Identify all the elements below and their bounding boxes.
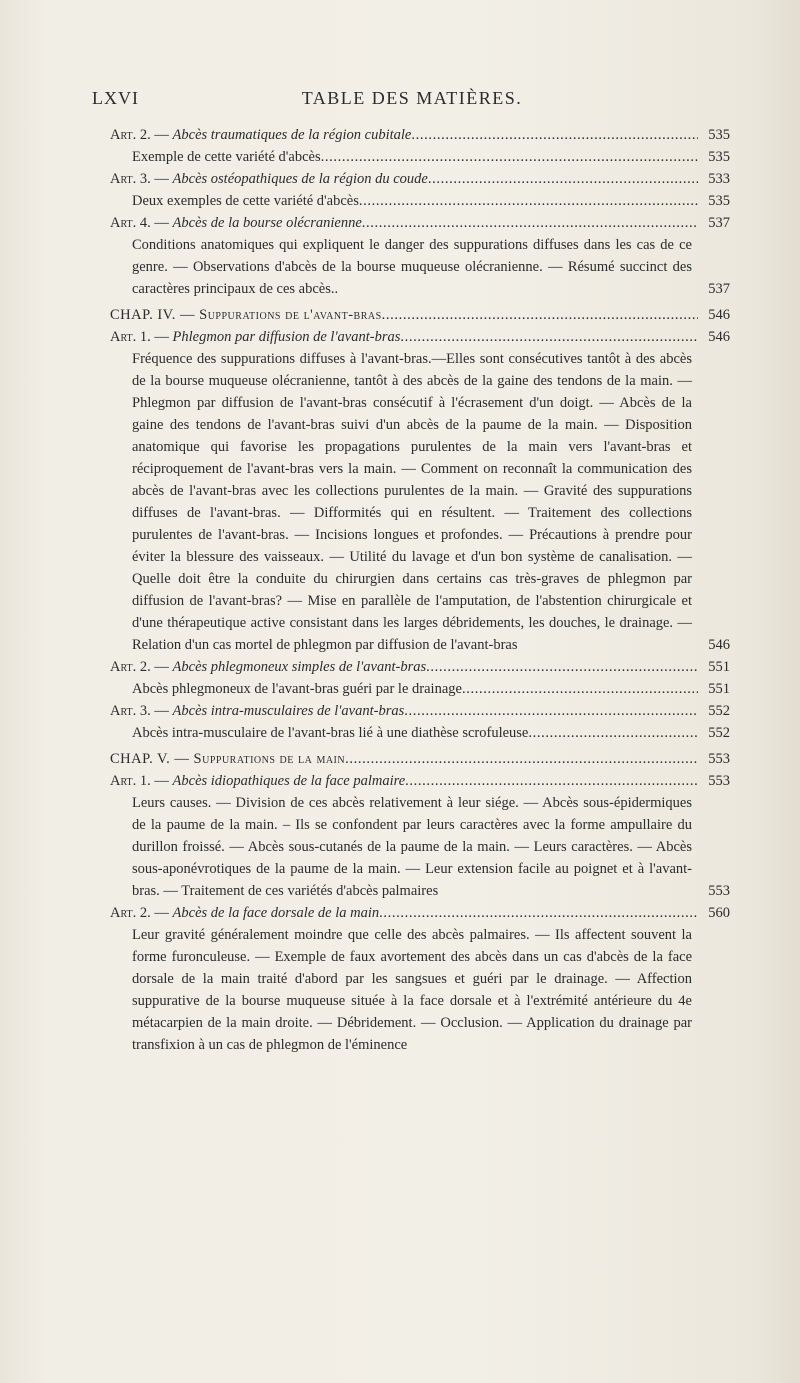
article-entry — [110, 124, 730, 146]
article-entry — [110, 326, 730, 348]
sub-entry — [110, 190, 730, 212]
entry-label: Art. 2. — Abcès traumatiques de la région cubitale — [110, 127, 412, 143]
running-title: TABLE DES MATIÈRES. — [301, 88, 523, 108]
entry-number: Art. 2. — [110, 127, 151, 143]
entry-number: Art. 2. — [110, 905, 151, 921]
leader-dots — [379, 902, 698, 924]
summary-entry — [110, 792, 730, 902]
entry-title: Phlegmon par diffusion de l'avant-bras — [172, 329, 401, 345]
page-number: 535 — [708, 149, 730, 165]
sub-entry-text: Exemple de cette variété d'abcès — [132, 149, 321, 165]
entry-label: Art. 1. — Phlegmon par diffusion de l'avant-bras — [110, 329, 401, 345]
page-number: 537 — [708, 281, 730, 297]
article-entry — [110, 770, 730, 792]
page-number: 553 — [708, 773, 730, 789]
article-entry — [110, 700, 730, 722]
article-entry — [110, 168, 730, 190]
entry-title: Abcès intra-musculaires de l'avant-bras — [172, 703, 405, 719]
entry-title: Abcès ostéopathiques de la région du coude — [172, 171, 428, 187]
entry-label: Art. 3. — Abcès ostéopathiques de la région du coude — [110, 171, 428, 187]
page-number: 535 — [708, 127, 730, 143]
summary-text: Leurs causes. — Division de ces abcès relativement à leur siége. — Abcès sous-épidermiques de la paume de la main. – Ils se confondent par leurs caractères avec la forme ampullaire du durillon froissé. — Abcès sous-cutanés de la paume de la main. — Leurs caractères. — Abcès sous-aponévrotiques de la paume de la main. — Leur extension facile au poignet et à l'avant-bras. — Traitement de ces variétés d'abcès palmaires — [132, 795, 692, 899]
entry-number: Art. 4. — [110, 215, 151, 231]
entry-title: Abcès traumatiques de la région cubitale — [172, 127, 412, 143]
table-of-contents — [110, 124, 730, 1056]
entry-title: Suppurations de l'avant-bras — [199, 307, 382, 323]
entry-number: Art. 3. — [110, 703, 151, 719]
article-entry — [110, 656, 730, 678]
entry-number: CHAP. IV. — [110, 307, 176, 323]
page-number: 546 — [708, 637, 730, 653]
entry-label: CHAP. IV. — Suppurations de l'avant-bras — [110, 307, 382, 323]
leader-dots — [405, 770, 698, 792]
sub-entry — [110, 722, 730, 744]
leader-dots — [382, 304, 698, 326]
page-number: 553 — [708, 883, 730, 899]
page-number: 552 — [708, 725, 730, 741]
page-number: 546 — [708, 329, 730, 345]
running-header — [92, 88, 732, 112]
page-number: 551 — [708, 659, 730, 675]
leader-dots — [400, 326, 698, 348]
sub-entry — [110, 678, 730, 700]
sub-entry-text: Abcès phlegmoneux de l'avant-bras guéri par le drainage — [132, 681, 462, 697]
leader-dots — [359, 190, 698, 212]
entry-label: Art. 4. — Abcès de la bourse olécranienne — [110, 215, 362, 231]
summary-entry — [110, 348, 730, 656]
entry-title: Abcès idiopathiques de la face palmaire — [172, 773, 406, 789]
entry-label: Art. 2. — Abcès phlegmoneux simples de l'avant-bras — [110, 659, 427, 675]
entry-label: Art. 3. — Abcès intra-musculaires de l'avant-bras — [110, 703, 405, 719]
leader-dots — [404, 700, 698, 722]
entry-title: Abcès de la face dorsale de la main — [172, 905, 380, 921]
entry-label: Art. 2. — Abcès de la face dorsale de la main — [110, 905, 380, 921]
chapter-entry — [110, 748, 730, 770]
entry-title: Suppurations de la main — [193, 751, 346, 767]
page-number: 533 — [708, 171, 730, 187]
sub-entry-text: Abcès intra-musculaire de l'avant-bras lié à une diathèse scrofuleuse — [132, 725, 529, 741]
summary-text: Fréquence des suppurations diffuses à l'avant-bras.—Elles sont consécutives tantôt à des abcès de la bourse muqueuse olécranienne, tantôt à des abcès de la gaine des tendons de la main. — Phlegmon par diffusion de l'avant-bras consécutif à l'écrasement d'un doigt. — Abcès de la gaine des tendons de l'avant-bras suivi d'un abcès de la paume de la main. — Disposition anatomique qui favorise les propagations purulentes de la main vers l'avant-bras et réciproquement de l'avant-bras vers la main. — Comment on reconnaît la communication des abcès de l'avant-bras avec les collections purulentes de la main. — Gravité des suppurations diffuses de l'avant-bras. — Difformités qui en résultent. — Traitement des collections purulentes de l'avant-bras. — Incisions longues et profondes. — Précautions à prendre pour éviter la blessure des vaisseaux. — Utilité du lavage et d'un bon système de canalisation. — Quelle doit être la conduite du chirurgien dans certains cas très-graves de phlegmon par diffusion de l'avant-bras? — Mise en parallèle de l'amputation, de l'abstention chirurgicale et d'une thérapeutique active consistant dans les larges débridements, les douches, le drainage. — Relation d'un cas mortel de phlegmon par diffusion de l'avant-bras — [132, 351, 692, 653]
article-entry — [110, 902, 730, 924]
summary-entry — [110, 234, 730, 300]
page-folio: LXVI — [92, 88, 139, 108]
entry-number: CHAP. V. — [110, 751, 171, 767]
leader-dots — [345, 748, 698, 770]
entry-title: Abcès phlegmoneux simples de l'avant-bras — [172, 659, 427, 675]
summary-text: Leur gravité généralement moindre que celle des abcès palmaires. — Ils affectent souvent la forme furonculeuse. — Exemple de faux avortement des abcès dans un cas d'abcès de la face dorsale de la main traité d'abord par les sangsues et guéri par le drainage. — Affection suppurative de la bourse muqueuse située à la face dorsale et à l'extrémité antérieure du 4e métacarpien de la main droite. — Débridement. — Occlusion. — Application du drainage par transfixion à un cas de phlegmon de l'éminence — [132, 927, 692, 1053]
article-entry — [110, 212, 730, 234]
page-number: 546 — [708, 307, 730, 323]
leader-dots — [462, 678, 698, 700]
entry-number: Art. 2. — [110, 659, 151, 675]
leader-dots — [362, 212, 698, 234]
summary-entry — [110, 924, 730, 1056]
leader-dots — [528, 722, 698, 744]
entry-number: Art. 3. — [110, 171, 151, 187]
page-number: 535 — [708, 193, 730, 209]
sub-entry — [110, 146, 730, 168]
page-number: 537 — [708, 215, 730, 231]
leader-dots — [411, 124, 698, 146]
entry-title: Abcès de la bourse olécranienne — [172, 215, 362, 231]
page-number: 551 — [708, 681, 730, 697]
leader-dots — [321, 146, 698, 168]
entry-label: CHAP. V. — Suppurations de la main — [110, 751, 346, 767]
page-number: 560 — [708, 905, 730, 921]
chapter-entry — [110, 304, 730, 326]
entry-number: Art. 1. — [110, 773, 151, 789]
page-number: 552 — [708, 703, 730, 719]
entry-label: Art. 1. — Abcès idiopathiques de la face palmaire — [110, 773, 406, 789]
entry-number: Art. 1. — [110, 329, 151, 345]
summary-text: Conditions anatomiques qui expliquent le danger des suppurations diffuses dans les cas de ce genre. — Observations d'abcès de la bourse muqueuse olécranienne. — Résumé succinct des caractères principaux de ces abcès.. — [132, 237, 692, 297]
sub-entry-text: Deux exemples de cette variété d'abcès — [132, 193, 359, 209]
leader-dots — [426, 656, 698, 678]
leader-dots — [428, 168, 698, 190]
page-number: 553 — [708, 751, 730, 767]
